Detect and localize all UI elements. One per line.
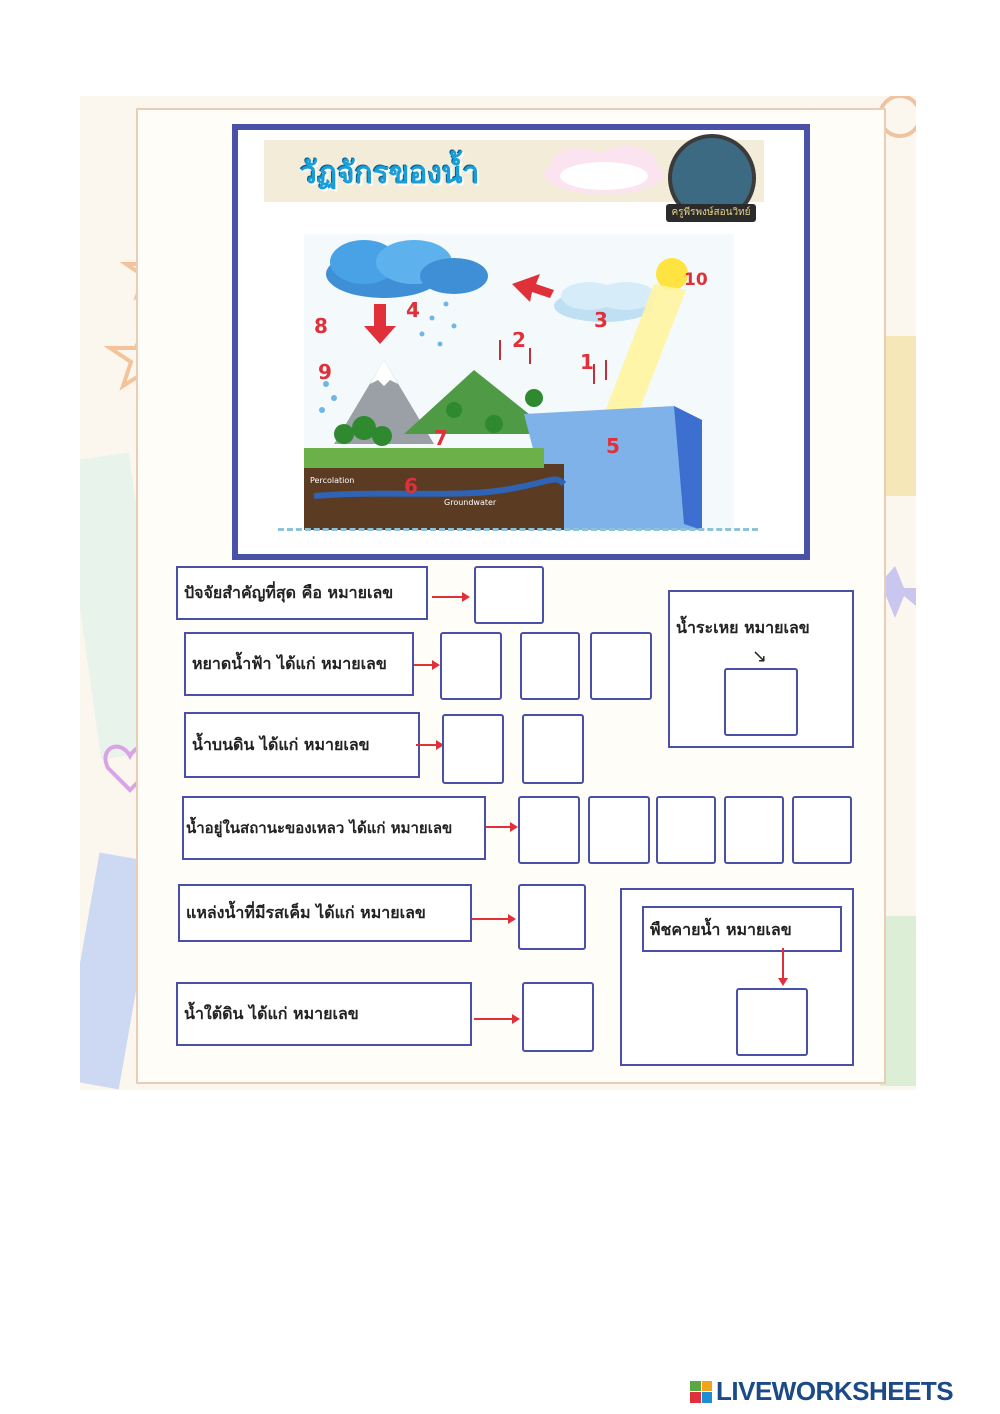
question-label-2: หยาดน้ำฟ้า ได้แก่ หมายเลข <box>184 632 414 696</box>
arrow-q6 <box>474 1018 518 1020</box>
black-arrow-icon: ↘ <box>752 646 768 667</box>
answer-box-transpiration[interactable] <box>736 988 808 1056</box>
answer-box-q4-5[interactable] <box>792 796 852 864</box>
number-label-2: 2 <box>512 328 526 352</box>
answer-box-q4-1[interactable] <box>518 796 580 864</box>
number-label-10: 10 <box>684 270 708 290</box>
number-label-5: 5 <box>606 434 620 458</box>
arrow-q2 <box>414 664 438 666</box>
answer-box-q6-1[interactable] <box>522 982 594 1052</box>
answer-box-q1-1[interactable] <box>474 566 544 624</box>
question-label-4: น้ำอยู่ในสถานะของเหลว ได้แก่ หมายเลข <box>182 796 486 860</box>
cloud-decoration <box>534 140 674 200</box>
question-label-6: น้ำใต้ดิน ได้แก่ หมายเลข <box>176 982 472 1046</box>
answer-box-q4-4[interactable] <box>724 796 784 864</box>
arrow-transpiration <box>782 948 784 984</box>
answer-box-q4-3[interactable] <box>656 796 716 864</box>
answer-box-q4-2[interactable] <box>588 796 650 864</box>
transpiration-label-frame <box>642 906 842 952</box>
water-cycle-illustration <box>304 234 734 530</box>
transpiration-panel <box>620 888 854 1066</box>
evaporation-label: น้ำระเหย หมายเลข <box>676 618 810 637</box>
arrow-q5 <box>472 918 514 920</box>
percolation-label: Percolation <box>310 476 355 485</box>
groundwater-label: Groundwater <box>444 498 497 507</box>
number-label-6: 6 <box>404 474 418 498</box>
number-label-1: 1 <box>580 350 594 374</box>
badge-label: ครูพีรพงษ์สอนวิทย์ <box>666 204 756 222</box>
answer-box-q3-2[interactable] <box>522 714 584 784</box>
water-cycle-drawing <box>304 234 734 530</box>
question-label-3: น้ำบนดิน ได้แก่ หมายเลข <box>184 712 420 778</box>
dashed-divider <box>278 528 758 531</box>
arrow-q3 <box>416 744 442 746</box>
number-label-4: 4 <box>406 298 420 322</box>
transpiration-label: พืชคายน้ำ หมายเลข <box>650 920 792 939</box>
question-label-1: ปัจจัยสำคัญที่สุด คือ หมายเลข <box>176 566 428 620</box>
diagram-frame <box>232 124 810 560</box>
answer-box-q5-1[interactable] <box>518 884 586 950</box>
answer-box-q2-1[interactable] <box>440 632 502 700</box>
liveworksheets-logo <box>690 1376 953 1407</box>
answer-box-q2-3[interactable] <box>590 632 652 700</box>
arrow-q1 <box>432 596 468 598</box>
number-label-9: 9 <box>318 360 332 384</box>
answer-box-q3-1[interactable] <box>442 714 504 784</box>
worksheet-page <box>80 96 916 1090</box>
number-label-7: 7 <box>434 426 448 450</box>
answer-box-q2-2[interactable] <box>520 632 580 700</box>
logo-text: LIVEWORKSHEETS <box>716 1376 954 1406</box>
question-label-5: แหล่งน้ำที่มีรสเค็ม ได้แก่ หมายเลข <box>178 884 472 942</box>
logo-mark-icon <box>690 1381 712 1403</box>
number-label-3: 3 <box>594 308 608 332</box>
diagram-title: วัฏจักรของน้ำ <box>300 156 480 191</box>
evaporation-panel <box>668 590 854 748</box>
answer-box-evaporation[interactable] <box>724 668 798 736</box>
arrow-q4 <box>486 826 516 828</box>
number-label-8: 8 <box>314 314 328 338</box>
